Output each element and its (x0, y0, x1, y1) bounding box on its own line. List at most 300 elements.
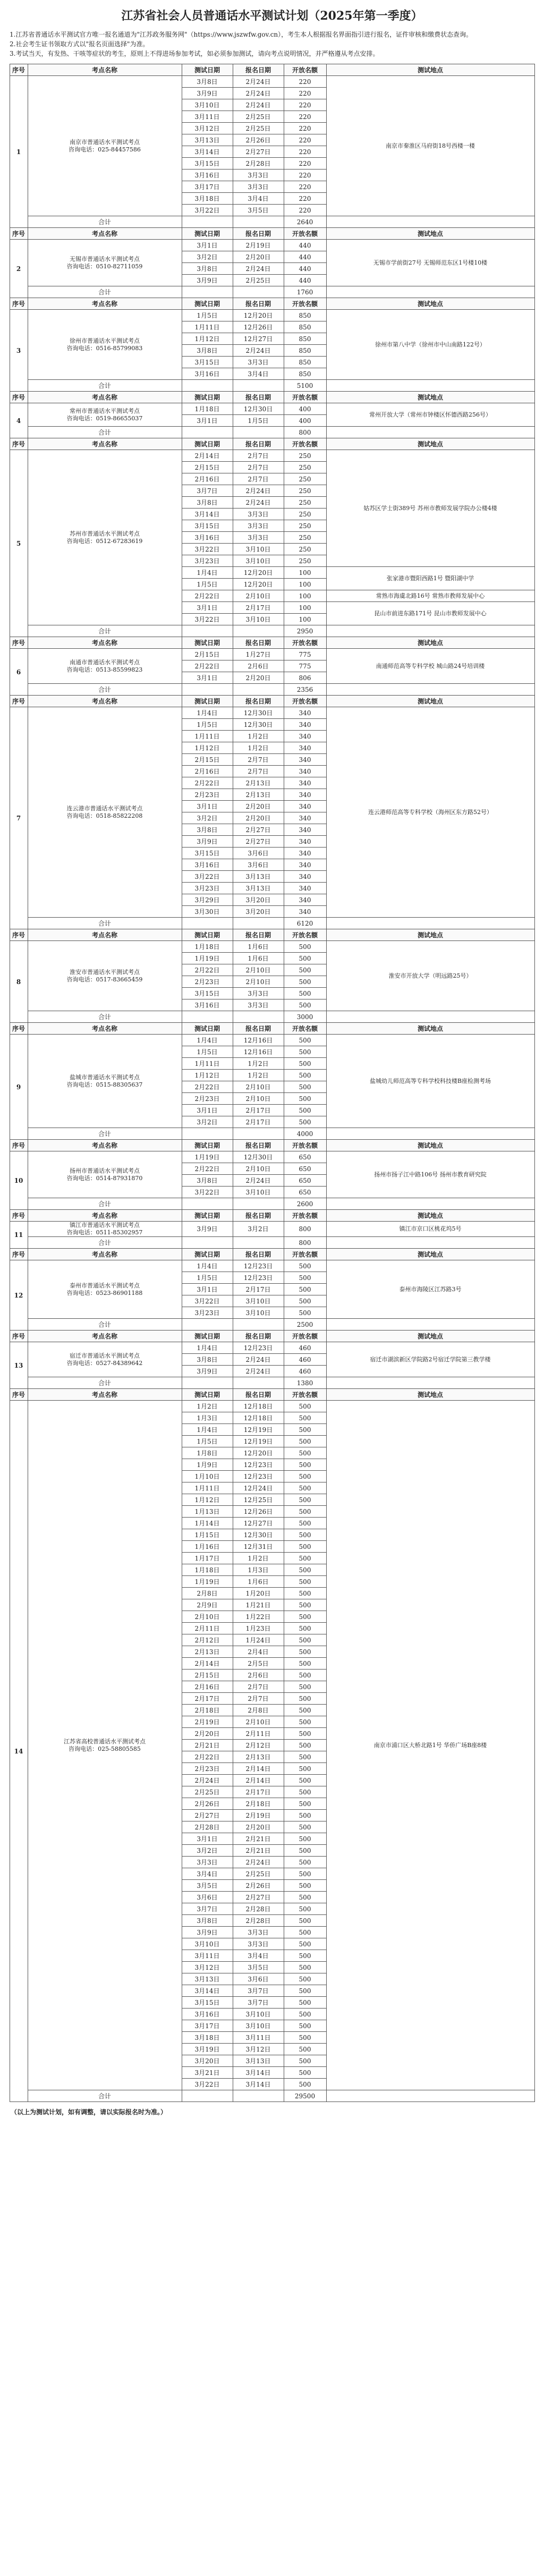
test-address: 连云港师范高等专科学校（海州区东方路52号） (326, 707, 534, 918)
reg-date: 12月26日 (233, 1506, 284, 1518)
col-header-center: 考点名称 (28, 1389, 182, 1401)
reg-date: 12月16日 (233, 1035, 284, 1046)
quota: 500 (284, 1658, 326, 1670)
reg-date: 12月27日 (233, 1518, 284, 1529)
test-date: 3月15日 (182, 357, 233, 368)
test-date: 2月15日 (182, 649, 233, 660)
quota: 500 (284, 2055, 326, 2067)
table-row (10, 1342, 534, 1354)
sum-blank (182, 380, 233, 392)
center-name-cell (28, 1401, 182, 2090)
test-date: 3月12日 (182, 123, 233, 134)
test-date: 1月15日 (182, 1529, 233, 1541)
quota: 220 (284, 123, 326, 134)
sum-row (10, 1198, 534, 1210)
test-date: 2月23日 (182, 1093, 233, 1105)
row-seq: 7 (10, 707, 28, 929)
sum-label: 合计 (28, 918, 182, 929)
test-date: 3月15日 (182, 158, 233, 170)
test-date: 1月2日 (182, 1401, 233, 1412)
col-header-addr: 测试地点 (326, 1023, 534, 1035)
header-row (10, 64, 534, 76)
quota: 650 (284, 1151, 326, 1163)
reg-date: 2月7日 (233, 462, 284, 473)
quota: 806 (284, 672, 326, 684)
quota: 500 (284, 1927, 326, 1938)
reg-date: 12月19日 (233, 1424, 284, 1436)
quota: 500 (284, 1412, 326, 1424)
test-date: 3月8日 (182, 263, 233, 275)
center-name: 盐城市普通话水平测试考点 (70, 1073, 140, 1081)
quota: 250 (284, 485, 326, 497)
col-header-reg: 报名日期 (233, 1023, 284, 1035)
sum-blank (233, 2090, 284, 2102)
test-date: 3月16日 (182, 859, 233, 871)
test-date: 3月15日 (182, 520, 233, 532)
center-name-cell (28, 310, 182, 380)
center-name-cell (28, 1151, 182, 1198)
table-row (10, 1035, 534, 1046)
col-header-count: 开放名额 (284, 1389, 326, 1401)
center-phone: 咨询电话：0519-86655037 (66, 414, 143, 422)
test-date: 3月9日 (182, 1927, 233, 1938)
test-date: 3月1日 (182, 672, 233, 684)
quota: 500 (284, 1564, 326, 1576)
quota: 500 (284, 1775, 326, 1786)
col-header-reg: 报名日期 (233, 1210, 284, 1222)
quota: 500 (284, 1260, 326, 1272)
quota: 250 (284, 497, 326, 509)
table-row (10, 240, 534, 251)
quota: 500 (284, 1623, 326, 1634)
sum-blank (182, 427, 233, 438)
reg-date: 2月19日 (233, 1810, 284, 1821)
test-date: 3月4日 (182, 1868, 233, 1880)
test-date: 1月12日 (182, 742, 233, 754)
col-header-center: 考点名称 (28, 438, 182, 450)
quota: 650 (284, 1163, 326, 1175)
col-header-seq: 序号 (10, 637, 28, 649)
reg-date: 2月24日 (233, 1857, 284, 1868)
col-header-addr: 测试地点 (326, 438, 534, 450)
col-header-count: 开放名额 (284, 1331, 326, 1342)
quota: 500 (284, 1821, 326, 1833)
sum-blank (182, 1377, 233, 1389)
quota: 400 (284, 403, 326, 415)
sum-blank (182, 1237, 233, 1249)
col-header-seq: 序号 (10, 1331, 28, 1342)
col-header-addr: 测试地点 (326, 392, 534, 403)
col-header-reg: 报名日期 (233, 637, 284, 649)
row-seq: 13 (10, 1342, 28, 1389)
sum-blank (326, 1128, 534, 1140)
reg-date: 3月4日 (233, 193, 284, 205)
header-row (10, 1249, 534, 1260)
test-date: 3月10日 (182, 1938, 233, 1950)
page-title: 江苏省社会人员普通话水平测试计划（2025年第一季度） (121, 9, 423, 23)
quota: 220 (284, 158, 326, 170)
quota: 100 (284, 602, 326, 614)
test-date: 2月15日 (182, 754, 233, 766)
table-row (10, 403, 534, 415)
quota: 460 (284, 1342, 326, 1354)
test-date: 3月23日 (182, 1307, 233, 1319)
col-header-date: 测试日期 (182, 228, 233, 240)
sum-blank (326, 1319, 534, 1331)
test-date: 3月1日 (182, 415, 233, 427)
quota: 220 (284, 205, 326, 216)
col-header-center: 考点名称 (28, 637, 182, 649)
test-date: 3月22日 (182, 1187, 233, 1198)
sum-blank (233, 1011, 284, 1023)
test-date: 1月10日 (182, 1471, 233, 1482)
col-header-date: 测试日期 (182, 1389, 233, 1401)
reg-date: 1月2日 (233, 731, 284, 742)
test-date: 2月25日 (182, 1786, 233, 1798)
reg-date: 3月14日 (233, 2067, 284, 2079)
col-header-date: 测试日期 (182, 64, 233, 76)
reg-date: 2月24日 (233, 1366, 284, 1377)
center-phone: 咨询电话：0518-85822208 (66, 812, 143, 819)
test-date: 3月15日 (182, 1997, 233, 2009)
center-name-cell (28, 941, 182, 1011)
test-date: 3月22日 (182, 871, 233, 883)
reg-date: 1月2日 (233, 1553, 284, 1564)
center-phone: 咨询电话：0511-85302957 (66, 1229, 143, 1236)
test-date: 1月5日 (182, 1272, 233, 1284)
test-date: 3月13日 (182, 134, 233, 146)
reg-date: 12月18日 (233, 1401, 284, 1412)
quota: 500 (284, 1541, 326, 1553)
center-name: 南通市普通话水平测试考点 (70, 658, 140, 666)
quota: 500 (284, 2079, 326, 2090)
quota: 220 (284, 193, 326, 205)
test-date: 3月22日 (182, 2079, 233, 2090)
quota: 340 (284, 707, 326, 719)
col-header-reg: 报名日期 (233, 1389, 284, 1401)
col-header-center: 考点名称 (28, 696, 182, 707)
quota: 250 (284, 509, 326, 520)
test-date: 3月17日 (182, 181, 233, 193)
reg-date: 2月14日 (233, 1775, 284, 1786)
center-phone: 咨询电话：025-84457586 (69, 146, 141, 153)
sum-row (10, 380, 534, 392)
test-date: 1月11日 (182, 321, 233, 333)
quota: 500 (284, 1997, 326, 2009)
center-name: 淮安市普通话水平测试考点 (70, 968, 140, 976)
test-date: 1月19日 (182, 1151, 233, 1163)
test-address: 南京市浦口区大桥北路1号 华侨广场B座8楼 (326, 1401, 534, 2090)
test-date: 3月1日 (182, 1105, 233, 1116)
test-date: 3月1日 (182, 240, 233, 251)
reg-date: 12月30日 (233, 719, 284, 731)
sum-label: 合计 (28, 286, 182, 298)
reg-date: 2月10日 (233, 964, 284, 976)
quota: 250 (284, 544, 326, 555)
quota: 220 (284, 134, 326, 146)
test-date: 1月3日 (182, 1412, 233, 1424)
test-date: 3月17日 (182, 2020, 233, 2032)
test-date: 3月8日 (182, 76, 233, 88)
table-row (10, 1222, 534, 1237)
quota: 250 (284, 532, 326, 544)
header-row (10, 637, 534, 649)
reg-date: 2月28日 (233, 1903, 284, 1915)
sum-label: 合计 (28, 1237, 182, 1249)
sum-label: 合计 (28, 1319, 182, 1331)
sum-value: 1380 (284, 1377, 326, 1389)
table-row (10, 1151, 534, 1163)
reg-date: 2月19日 (233, 240, 284, 251)
test-date: 2月14日 (182, 1658, 233, 1670)
test-address: 盐城幼儿师范高等专科学校科技楼B座检测考场 (326, 1035, 534, 1128)
sum-blank (326, 216, 534, 228)
test-date: 2月14日 (182, 450, 233, 462)
test-address: 扬州市扬子江中路106号 扬州市教育研究院 (326, 1151, 534, 1198)
test-date: 2月24日 (182, 1775, 233, 1786)
sum-blank (182, 286, 233, 298)
reg-date: 2月7日 (233, 754, 284, 766)
test-date: 3月8日 (182, 1915, 233, 1927)
reg-date: 2月24日 (233, 485, 284, 497)
col-header-count: 开放名额 (284, 1210, 326, 1222)
test-date: 1月12日 (182, 1494, 233, 1506)
sum-blank (233, 684, 284, 696)
reg-date: 3月3日 (233, 170, 284, 181)
test-date: 2月22日 (182, 590, 233, 602)
sum-blank (182, 918, 233, 929)
quota: 500 (284, 1295, 326, 1307)
reg-date: 3月10日 (233, 544, 284, 555)
reg-date: 12月18日 (233, 1412, 284, 1424)
sum-blank (233, 918, 284, 929)
sum-row (10, 1319, 534, 1331)
sum-label: 合计 (28, 1377, 182, 1389)
quota: 500 (284, 1471, 326, 1482)
quota: 100 (284, 614, 326, 625)
test-date: 3月23日 (182, 883, 233, 894)
reg-date: 3月6日 (233, 1973, 284, 1985)
test-date: 2月22日 (182, 1163, 233, 1175)
reg-date: 1月21日 (233, 1599, 284, 1611)
sum-row (10, 1128, 534, 1140)
quota: 500 (284, 2067, 326, 2079)
test-date: 2月22日 (182, 964, 233, 976)
reg-date: 1月27日 (233, 649, 284, 660)
quota: 440 (284, 240, 326, 251)
col-header-date: 测试日期 (182, 438, 233, 450)
test-date: 1月5日 (182, 719, 233, 731)
footer-note: （以上为测试计划，如有调整，请以实际报名时为准。） (11, 2108, 167, 2116)
reg-date: 12月24日 (233, 1482, 284, 1494)
reg-date: 2月25日 (233, 275, 284, 286)
reg-date: 1月20日 (233, 1588, 284, 1599)
quota: 250 (284, 473, 326, 485)
header-row (10, 1210, 534, 1222)
quota: 650 (284, 1187, 326, 1198)
sum-blank (182, 625, 233, 637)
test-date: 2月8日 (182, 1588, 233, 1599)
sum-label: 合计 (28, 427, 182, 438)
quota: 500 (284, 1424, 326, 1436)
reg-date: 3月14日 (233, 2079, 284, 2090)
test-date: 2月22日 (182, 660, 233, 672)
quota: 500 (284, 1116, 326, 1128)
reg-date: 2月27日 (233, 836, 284, 848)
reg-date: 2月18日 (233, 1798, 284, 1810)
reg-date: 2月17日 (233, 1284, 284, 1295)
reg-date: 3月3日 (233, 520, 284, 532)
test-date: 2月20日 (182, 1728, 233, 1740)
test-date: 1月18日 (182, 403, 233, 415)
reg-date: 12月23日 (233, 1272, 284, 1284)
test-date: 2月12日 (182, 1634, 233, 1646)
quota: 850 (284, 321, 326, 333)
reg-date: 1月3日 (233, 1564, 284, 1576)
quota: 500 (284, 1529, 326, 1541)
reg-date: 12月30日 (233, 403, 284, 415)
quota: 340 (284, 848, 326, 859)
center-name-cell (28, 1035, 182, 1128)
table-row (10, 450, 534, 462)
quota: 340 (284, 719, 326, 731)
reg-date: 2月7日 (233, 1681, 284, 1693)
col-header-addr: 测试地点 (326, 1140, 534, 1151)
note-2: 2.社会考生证书领取方式以"报名页面选择"为准。 (10, 40, 149, 48)
reg-date: 12月31日 (233, 1541, 284, 1553)
reg-date: 12月30日 (233, 1529, 284, 1541)
center-name: 徐州市普通话水平测试考点 (70, 337, 140, 344)
quota: 340 (284, 836, 326, 848)
col-header-count: 开放名额 (284, 1140, 326, 1151)
reg-date: 3月10日 (233, 2020, 284, 2032)
page (6, 0, 538, 2116)
reg-date: 2月6日 (233, 660, 284, 672)
quota: 220 (284, 76, 326, 88)
quota: 500 (284, 1459, 326, 1471)
reg-date: 1月24日 (233, 1634, 284, 1646)
test-address: 无锡市学前街27号 无锡师范东区1号楼10楼 (326, 240, 534, 286)
reg-date: 2月11日 (233, 1728, 284, 1740)
reg-date: 3月13日 (233, 871, 284, 883)
reg-date: 2月10日 (233, 1081, 284, 1093)
reg-date: 2月17日 (233, 1116, 284, 1128)
reg-date: 2月20日 (233, 812, 284, 824)
test-date: 1月4日 (182, 567, 233, 579)
reg-date: 3月4日 (233, 368, 284, 380)
col-header-center: 考点名称 (28, 392, 182, 403)
sum-row (10, 1377, 534, 1389)
reg-date: 1月6日 (233, 953, 284, 964)
reg-date: 12月19日 (233, 1436, 284, 1447)
quota: 500 (284, 1634, 326, 1646)
quota: 500 (284, 1716, 326, 1728)
test-date: 2月22日 (182, 777, 233, 789)
test-date: 2月10日 (182, 1611, 233, 1623)
test-date: 3月23日 (182, 555, 233, 567)
sum-blank (182, 2090, 233, 2102)
col-header-reg: 报名日期 (233, 64, 284, 76)
center-name-cell (28, 707, 182, 918)
test-address: 宿迁市湖滨新区学院路2号宿迁学院第三教学楼 (326, 1342, 534, 1377)
reg-date: 12月23日 (233, 1459, 284, 1471)
quota: 340 (284, 859, 326, 871)
reg-date: 2月7日 (233, 1693, 284, 1705)
quota: 850 (284, 345, 326, 357)
test-date: 3月18日 (182, 2032, 233, 2044)
reg-date: 3月3日 (233, 988, 284, 999)
test-date: 3月7日 (182, 1903, 233, 1915)
quota: 500 (284, 1985, 326, 1997)
header-row (10, 392, 534, 403)
quota: 340 (284, 754, 326, 766)
quota: 775 (284, 649, 326, 660)
row-seq: 5 (10, 450, 28, 637)
reg-date: 2月21日 (233, 1833, 284, 1845)
sum-value: 2950 (284, 625, 326, 637)
quota: 500 (284, 1670, 326, 1681)
reg-date: 3月3日 (233, 999, 284, 1011)
center-phone: 咨询电话：0527-84389642 (66, 1359, 143, 1367)
test-date: 1月5日 (182, 1046, 233, 1058)
quota: 220 (284, 181, 326, 193)
test-date: 3月3日 (182, 1857, 233, 1868)
quota: 850 (284, 368, 326, 380)
col-header-addr: 测试地点 (326, 696, 534, 707)
test-date: 1月11日 (182, 1058, 233, 1070)
sum-value: 800 (284, 1237, 326, 1249)
col-header-reg: 报名日期 (233, 696, 284, 707)
quota: 220 (284, 88, 326, 99)
reg-date: 12月20日 (233, 1447, 284, 1459)
col-header-addr: 测试地点 (326, 1389, 534, 1401)
reg-date: 2月5日 (233, 1658, 284, 1670)
test-date: 3月19日 (182, 2044, 233, 2055)
test-date: 2月16日 (182, 1681, 233, 1693)
col-header-center: 考点名称 (28, 298, 182, 310)
quota: 500 (284, 1833, 326, 1845)
quota: 500 (284, 1868, 326, 1880)
reg-date: 3月3日 (233, 532, 284, 544)
sum-label: 合计 (28, 684, 182, 696)
col-header-reg: 报名日期 (233, 1140, 284, 1151)
test-date: 3月21日 (182, 2067, 233, 2079)
sum-blank (326, 918, 534, 929)
col-header-center: 考点名称 (28, 1140, 182, 1151)
test-address: 淮安市开放大学（明远路25号） (326, 941, 534, 1011)
reg-date: 2月17日 (233, 1105, 284, 1116)
test-date: 3月8日 (182, 1175, 233, 1187)
quota: 440 (284, 251, 326, 263)
center-phone: 咨询电话：025-58805585 (69, 1745, 141, 1752)
reg-date: 3月13日 (233, 2055, 284, 2067)
quota: 500 (284, 1494, 326, 1506)
col-header-addr: 测试地点 (326, 64, 534, 76)
notes (10, 30, 534, 58)
sum-value: 2600 (284, 1198, 326, 1210)
note-1: 1.江苏省普通话水平测试官方唯一报名通道为"江苏政务服务网"（https://www.jszwfw.gov.cn），考生本人根据报名界面指引进行报名，证件审核和缴费状态查询。 (10, 31, 473, 38)
quota: 850 (284, 310, 326, 321)
quota: 500 (284, 941, 326, 953)
quota: 500 (284, 1740, 326, 1751)
reg-date: 2月10日 (233, 1093, 284, 1105)
quota: 500 (284, 1307, 326, 1319)
col-header-reg: 报名日期 (233, 1331, 284, 1342)
reg-date: 12月25日 (233, 1494, 284, 1506)
test-date: 1月12日 (182, 1070, 233, 1081)
quota: 340 (284, 731, 326, 742)
col-header-count: 开放名额 (284, 929, 326, 941)
